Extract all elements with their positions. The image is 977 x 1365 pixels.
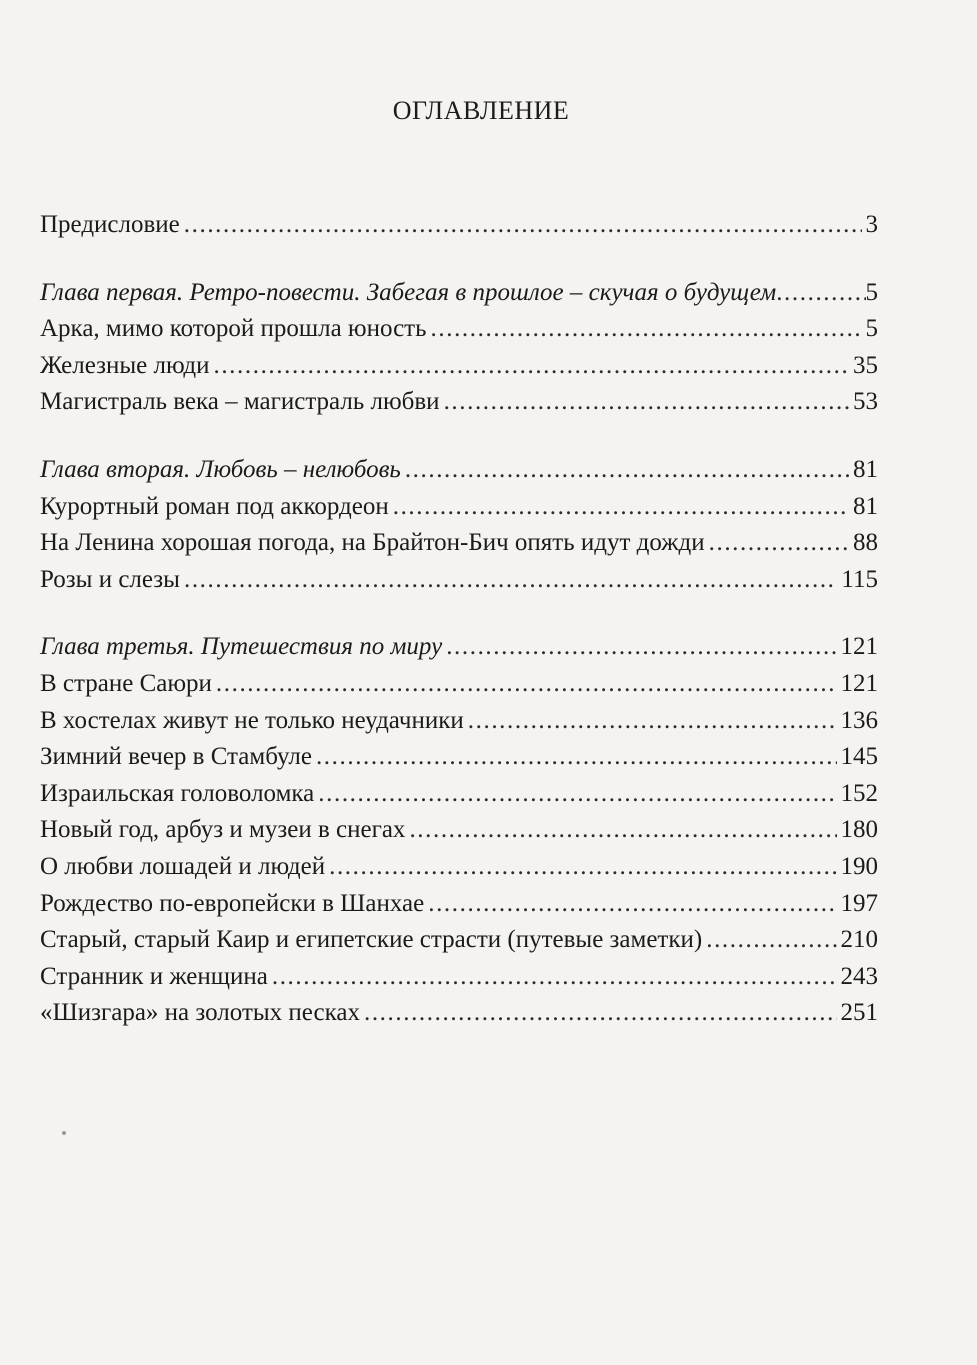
dot-leader (405, 452, 849, 489)
page-number: 243 (840, 962, 878, 990)
chapter-title: Глава вторая. Любовь – нелюбовь (40, 455, 401, 483)
entry-title: Зимний вечер в Стамбуле (40, 743, 312, 771)
dot-leader (776, 275, 865, 312)
paper-speck (62, 1131, 66, 1135)
toc-entry-row (40, 348, 878, 385)
entry-title: «Шизгара» на золотых песках (40, 999, 360, 1027)
toc-entry-row (40, 311, 878, 348)
dot-leader (184, 562, 837, 599)
toc-entry-row (40, 995, 878, 1032)
section-gap (40, 421, 878, 452)
toc-entry-row (40, 666, 878, 703)
section-gap (40, 598, 878, 629)
dot-leader (184, 207, 862, 244)
dot-leader (329, 849, 836, 886)
dot-leader (468, 703, 837, 740)
page-number: 81 (853, 492, 878, 520)
page-number: 152 (840, 779, 878, 807)
toc-chapter-row (40, 629, 878, 666)
dot-leader (318, 776, 836, 813)
entry-title: Курортный роман под аккордеон (40, 492, 389, 520)
entry-title: Магистраль века – магистраль любви (40, 388, 440, 416)
entry-title: Странник и женщина (40, 962, 268, 990)
dot-leader (706, 922, 836, 959)
entry-title: Розы и слезы (40, 565, 180, 593)
section-gap (40, 244, 878, 275)
page-number: 121 (840, 669, 878, 697)
toc-entry-row (40, 384, 878, 421)
dot-leader (364, 995, 837, 1032)
toc-entry-row (40, 886, 878, 923)
page-number: 145 (840, 743, 878, 771)
chapter-title: Глава третья. Путешествия по миру (40, 633, 443, 661)
toc-chapter-row (40, 275, 878, 312)
page-number: 35 (853, 351, 878, 379)
dot-leader (316, 739, 837, 776)
page-number: 81 (853, 455, 878, 483)
entry-title: В хостелах живут не только неудачники (40, 706, 464, 734)
dot-leader (213, 348, 849, 385)
entry-title: В стране Саюри (40, 669, 212, 697)
toc-entry-row (40, 739, 878, 776)
dot-leader (409, 812, 836, 849)
toc-entry-row (40, 562, 878, 599)
toc-entry-row (40, 207, 878, 244)
dot-leader (446, 629, 836, 666)
entry-title: Новый год, арбуз и музеи в снегах (40, 816, 406, 844)
page-number: 210 (840, 926, 878, 954)
page-title: ОГЛАВЛЕНИЕ (392, 96, 570, 125)
page-number: 180 (840, 816, 878, 844)
page-number: 190 (840, 852, 878, 880)
entry-title: Рождество по-европейски в Шанхае (40, 889, 425, 917)
page-number: 115 (841, 565, 878, 593)
page-number: 251 (840, 999, 878, 1027)
entry-title: О любви лошадей и людей (40, 852, 326, 880)
entry-title: Старый, старый Каир и египетские страсти (путевые заметки) (40, 926, 703, 954)
page-number: 5 (865, 315, 878, 343)
toc-entry-row (40, 812, 878, 849)
toc-entry-row (40, 922, 878, 959)
page-number: 121 (840, 633, 878, 661)
toc-chapter-row (40, 452, 878, 489)
toc-entry-row (40, 849, 878, 886)
dot-leader (444, 384, 849, 421)
page-number: 53 (853, 388, 878, 416)
dot-leader (431, 311, 862, 348)
entry-title: Израильская головоломка (40, 779, 315, 807)
toc-entry-row (40, 703, 878, 740)
toc-entry-row (40, 489, 878, 526)
toc-entry-row (40, 959, 878, 996)
page-number: 5 (865, 278, 878, 306)
entry-title: Предисловие (40, 211, 180, 238)
table-of-contents (40, 207, 878, 1032)
chapter-title: Глава первая. Ретро-повести. Забегая в прошлое – скучая о будущем (40, 278, 777, 306)
toc-entry-row (40, 776, 878, 813)
page-number: 136 (840, 706, 878, 734)
dot-leader (393, 489, 849, 526)
dot-leader (216, 666, 837, 703)
dot-leader (428, 886, 836, 923)
page-number: 3 (865, 211, 878, 238)
entry-title: На Ленина хорошая погода, на Брайтон-Бич опять идут дожди (40, 529, 705, 557)
entry-title: Железные люди (40, 351, 210, 379)
toc-entry-row (40, 525, 878, 562)
page-number: 197 (840, 889, 878, 917)
entry-title: Арка, мимо которой прошла юность (40, 315, 427, 343)
dot-leader (709, 525, 849, 562)
dot-leader (272, 959, 837, 996)
page-number: 88 (853, 529, 878, 557)
